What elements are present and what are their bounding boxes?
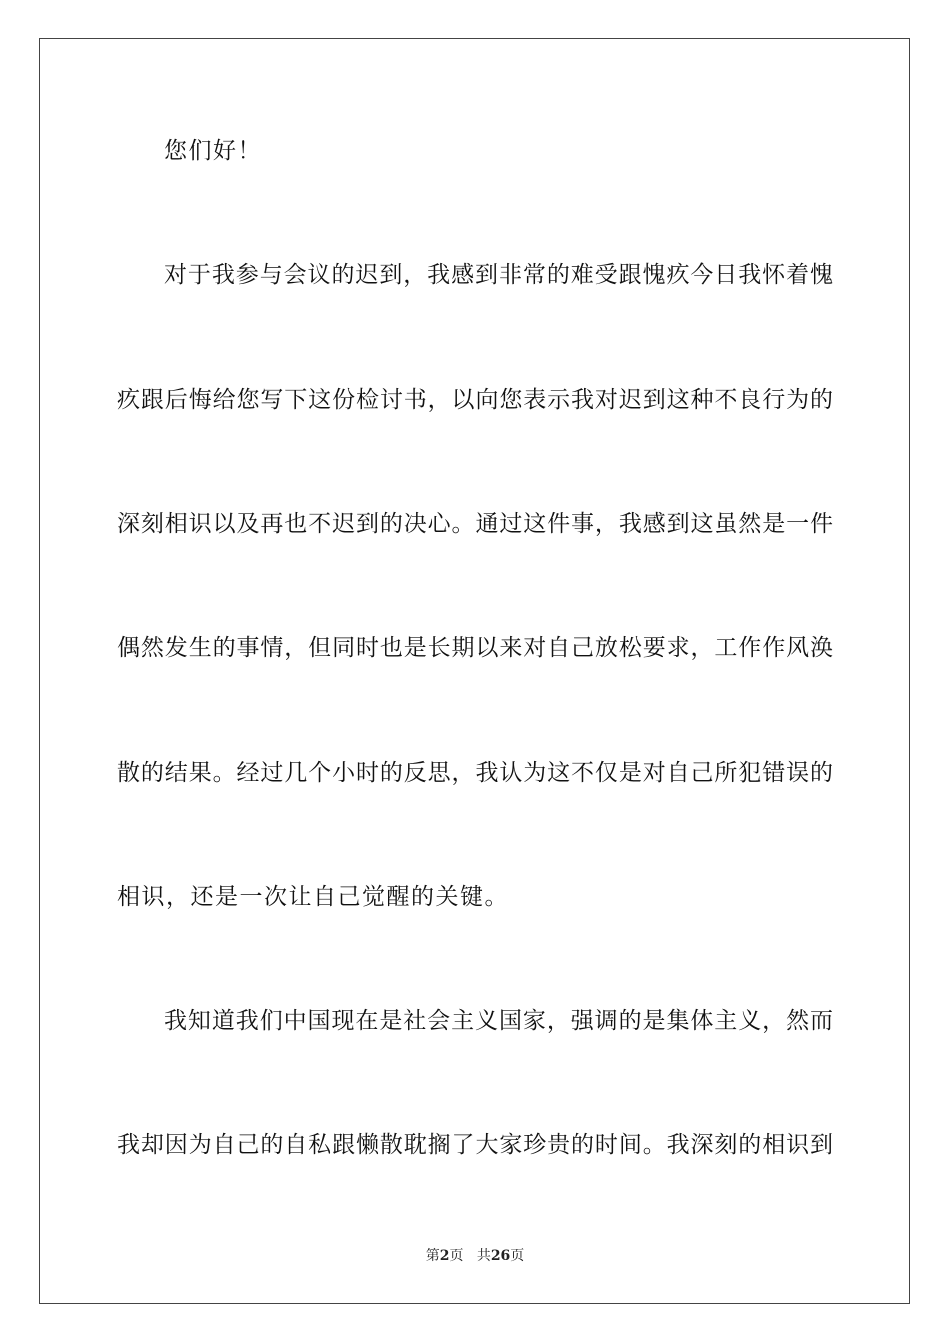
total-prefix: 共	[476, 1248, 491, 1264]
paragraph-line: 深刻相识以及再也不迟到的决心。通过这件事，我感到这虽然是一件	[117, 511, 833, 537]
page-footer	[0, 1247, 950, 1265]
greeting-line: 您们好！	[164, 138, 262, 164]
page-suffix: 页	[449, 1248, 464, 1264]
paragraph-line: 我却因为自己的自私跟懒散耽搁了大家珍贵的时间。我深刻的相识到	[117, 1132, 833, 1158]
paragraph-line: 散的结果。经过几个小时的反思，我认为这不仅是对自己所犯错误的	[117, 760, 833, 786]
paragraph-line: 疚跟后悔给您写下这份检讨书，以向您表示我对迟到这种不良行为的	[117, 387, 833, 413]
paragraph-line: 对于我参与会议的迟到，我感到非常的难受跟愧疚今日我怀着愧	[164, 262, 833, 288]
page-number: 2	[439, 1248, 450, 1264]
paragraph-line: 我知道我们中国现在是社会主义国家，强调的是集体主义，然而	[164, 1008, 833, 1034]
total-pages: 26	[490, 1248, 511, 1264]
total-suffix: 页	[510, 1248, 525, 1264]
paragraph-line: 相识，还是一次让自己觉醒的关键。	[117, 884, 509, 910]
page-prefix: 第	[425, 1248, 440, 1264]
paragraph-line: 偶然发生的事情，但同时也是长期以来对自己放松要求，工作作风涣	[117, 635, 833, 661]
page-border	[39, 38, 910, 1304]
